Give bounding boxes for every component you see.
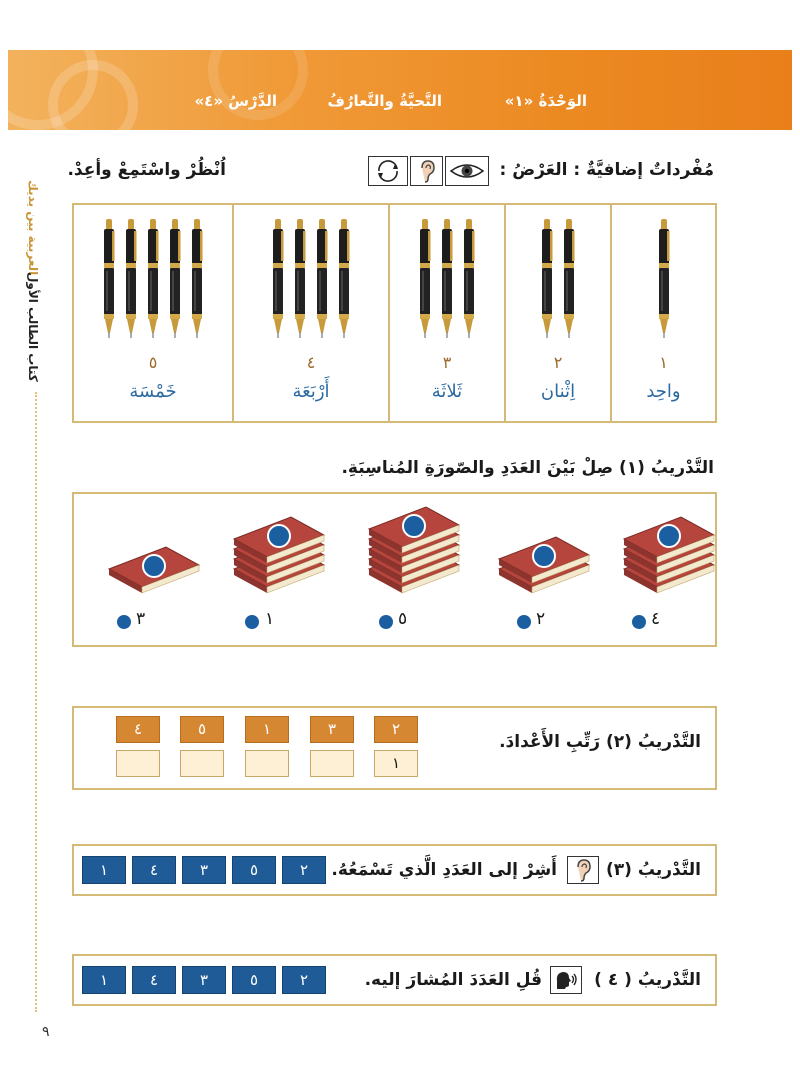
number-button[interactable]: ١ (82, 856, 126, 884)
number-digit: ٤ (306, 353, 316, 372)
presentation-title: مُفْرداتٌ إضافيَّةٌ : العَرْضُ : (499, 160, 714, 180)
pen-cell-3 (388, 205, 504, 421)
exercise4-instruction: قُلِ العَدَدَ المُشارَ إليه. (364, 970, 542, 990)
number-word: واحِد (646, 381, 681, 402)
repeat-icon (368, 156, 408, 186)
match-number: ٣ (136, 609, 146, 629)
book-stack-image (364, 499, 464, 599)
number-button[interactable]: ٣ (182, 856, 226, 884)
topic-label: التَّحيَّةُ والتَّعارُفُ (327, 92, 442, 110)
book-stack (104, 499, 204, 599)
pen-image (271, 219, 285, 339)
answer-box[interactable] (310, 750, 354, 777)
pen-cell-2 (504, 205, 610, 421)
match-number: ٤ (651, 609, 661, 629)
number-word: خَمْسَة (129, 381, 177, 402)
pen-image (146, 219, 160, 339)
book-stack (229, 499, 329, 599)
number-word: ثَلاثَة (431, 381, 463, 402)
page-number: ٩ (42, 1024, 50, 1040)
header-banner (8, 50, 792, 130)
pen-image (124, 219, 138, 339)
number-digit: ٣ (442, 353, 452, 372)
number-button[interactable]: ٢ (282, 966, 326, 994)
pens-group (390, 219, 504, 339)
book-stack (364, 499, 464, 599)
pens-group (506, 219, 610, 339)
pen-image (337, 219, 351, 339)
exercise1-frame (72, 492, 717, 647)
number-button[interactable]: ٢ (282, 856, 326, 884)
given-number: ١ (245, 716, 289, 743)
answer-box[interactable] (245, 750, 289, 777)
match-dot[interactable] (632, 615, 646, 629)
answer-box[interactable] (116, 750, 160, 777)
answer-box[interactable] (180, 750, 224, 777)
number-button[interactable]: ٥ (232, 856, 276, 884)
exercise2-frame (72, 706, 717, 790)
pen-image (190, 219, 204, 339)
exercise4-frame (72, 954, 717, 1006)
pens-table (72, 203, 717, 423)
side-divider (35, 392, 37, 1012)
book-stack-image (104, 499, 204, 599)
presentation-instruction: اُنْظُرْ واسْتَمِعْ وأعِدْ. (67, 160, 226, 180)
answer-box[interactable]: ١ (374, 750, 418, 777)
eye-icon (445, 156, 489, 186)
match-number: ١ (265, 609, 275, 629)
pen-image (293, 219, 307, 339)
pen-cell-4 (232, 205, 388, 421)
pen-image (418, 219, 432, 339)
exercise4-title: التَّدْريبُ ( ٤ ) (594, 970, 701, 990)
number-button[interactable]: ٤ (132, 856, 176, 884)
pens-group (234, 219, 388, 339)
pen-image (657, 219, 671, 339)
match-number: ٥ (398, 609, 408, 629)
number-button[interactable]: ٣ (182, 966, 226, 994)
book-series-label: العربية بين يديك (26, 180, 40, 276)
ear-icon (410, 156, 443, 186)
exercise1-title: التَّدْريبُ (١) صِلْ بَيْنَ العَدَدِ والصّورَةِ المُناسِبَةِ. (341, 458, 714, 478)
pen-image (562, 219, 576, 339)
number-digit: ١ (659, 353, 668, 372)
pen-image (462, 219, 476, 339)
pens-group (612, 219, 715, 339)
pen-image (540, 219, 554, 339)
pen-image (440, 219, 454, 339)
exercise3-instruction: أَشِرْ إلى العَدَدِ الَّذي تَسْمَعُهُ. (331, 860, 557, 880)
exercise2-title: التَّدْريبُ (٢) رَتِّبِ الأَعْدادَ. (499, 732, 701, 752)
book-stack (494, 499, 594, 599)
number-button[interactable]: ٤ (132, 966, 176, 994)
pens-group (74, 219, 232, 339)
book-stack-image (494, 499, 594, 599)
pen-image (168, 219, 182, 339)
pen-cell-1 (610, 205, 715, 421)
given-number: ٣ (310, 716, 354, 743)
book-name-label: كتاب الطالب الأول (26, 272, 40, 382)
number-word: اِثْنان (540, 381, 576, 402)
given-number: ٥ (180, 716, 224, 743)
given-number: ٢ (374, 716, 418, 743)
pen-cell-5 (74, 205, 232, 421)
exercise3-title: التَّدْريبُ (٣) (606, 860, 701, 880)
number-digit: ٢ (553, 353, 563, 372)
book-stack-image (619, 499, 719, 599)
given-number: ٤ (116, 716, 160, 743)
lesson-label: الدَّرْسُ «٤» (194, 92, 277, 110)
speaking-icon (550, 966, 582, 994)
book-stack (619, 499, 719, 599)
pen-image (315, 219, 329, 339)
match-number: ٢ (536, 609, 546, 629)
ear-icon (567, 856, 599, 884)
match-dot[interactable] (117, 615, 131, 629)
unit-label: الوَحْدَةُ «١» (504, 92, 587, 110)
number-word: أَرْبَعَة (292, 381, 330, 402)
match-dot[interactable] (245, 615, 259, 629)
number-button[interactable]: ١ (82, 966, 126, 994)
match-dot[interactable] (379, 615, 393, 629)
match-dot[interactable] (517, 615, 531, 629)
number-button[interactable]: ٥ (232, 966, 276, 994)
number-digit: ٥ (148, 353, 158, 372)
book-stack-image (229, 499, 329, 599)
pen-image (102, 219, 116, 339)
exercise3-frame (72, 844, 717, 896)
